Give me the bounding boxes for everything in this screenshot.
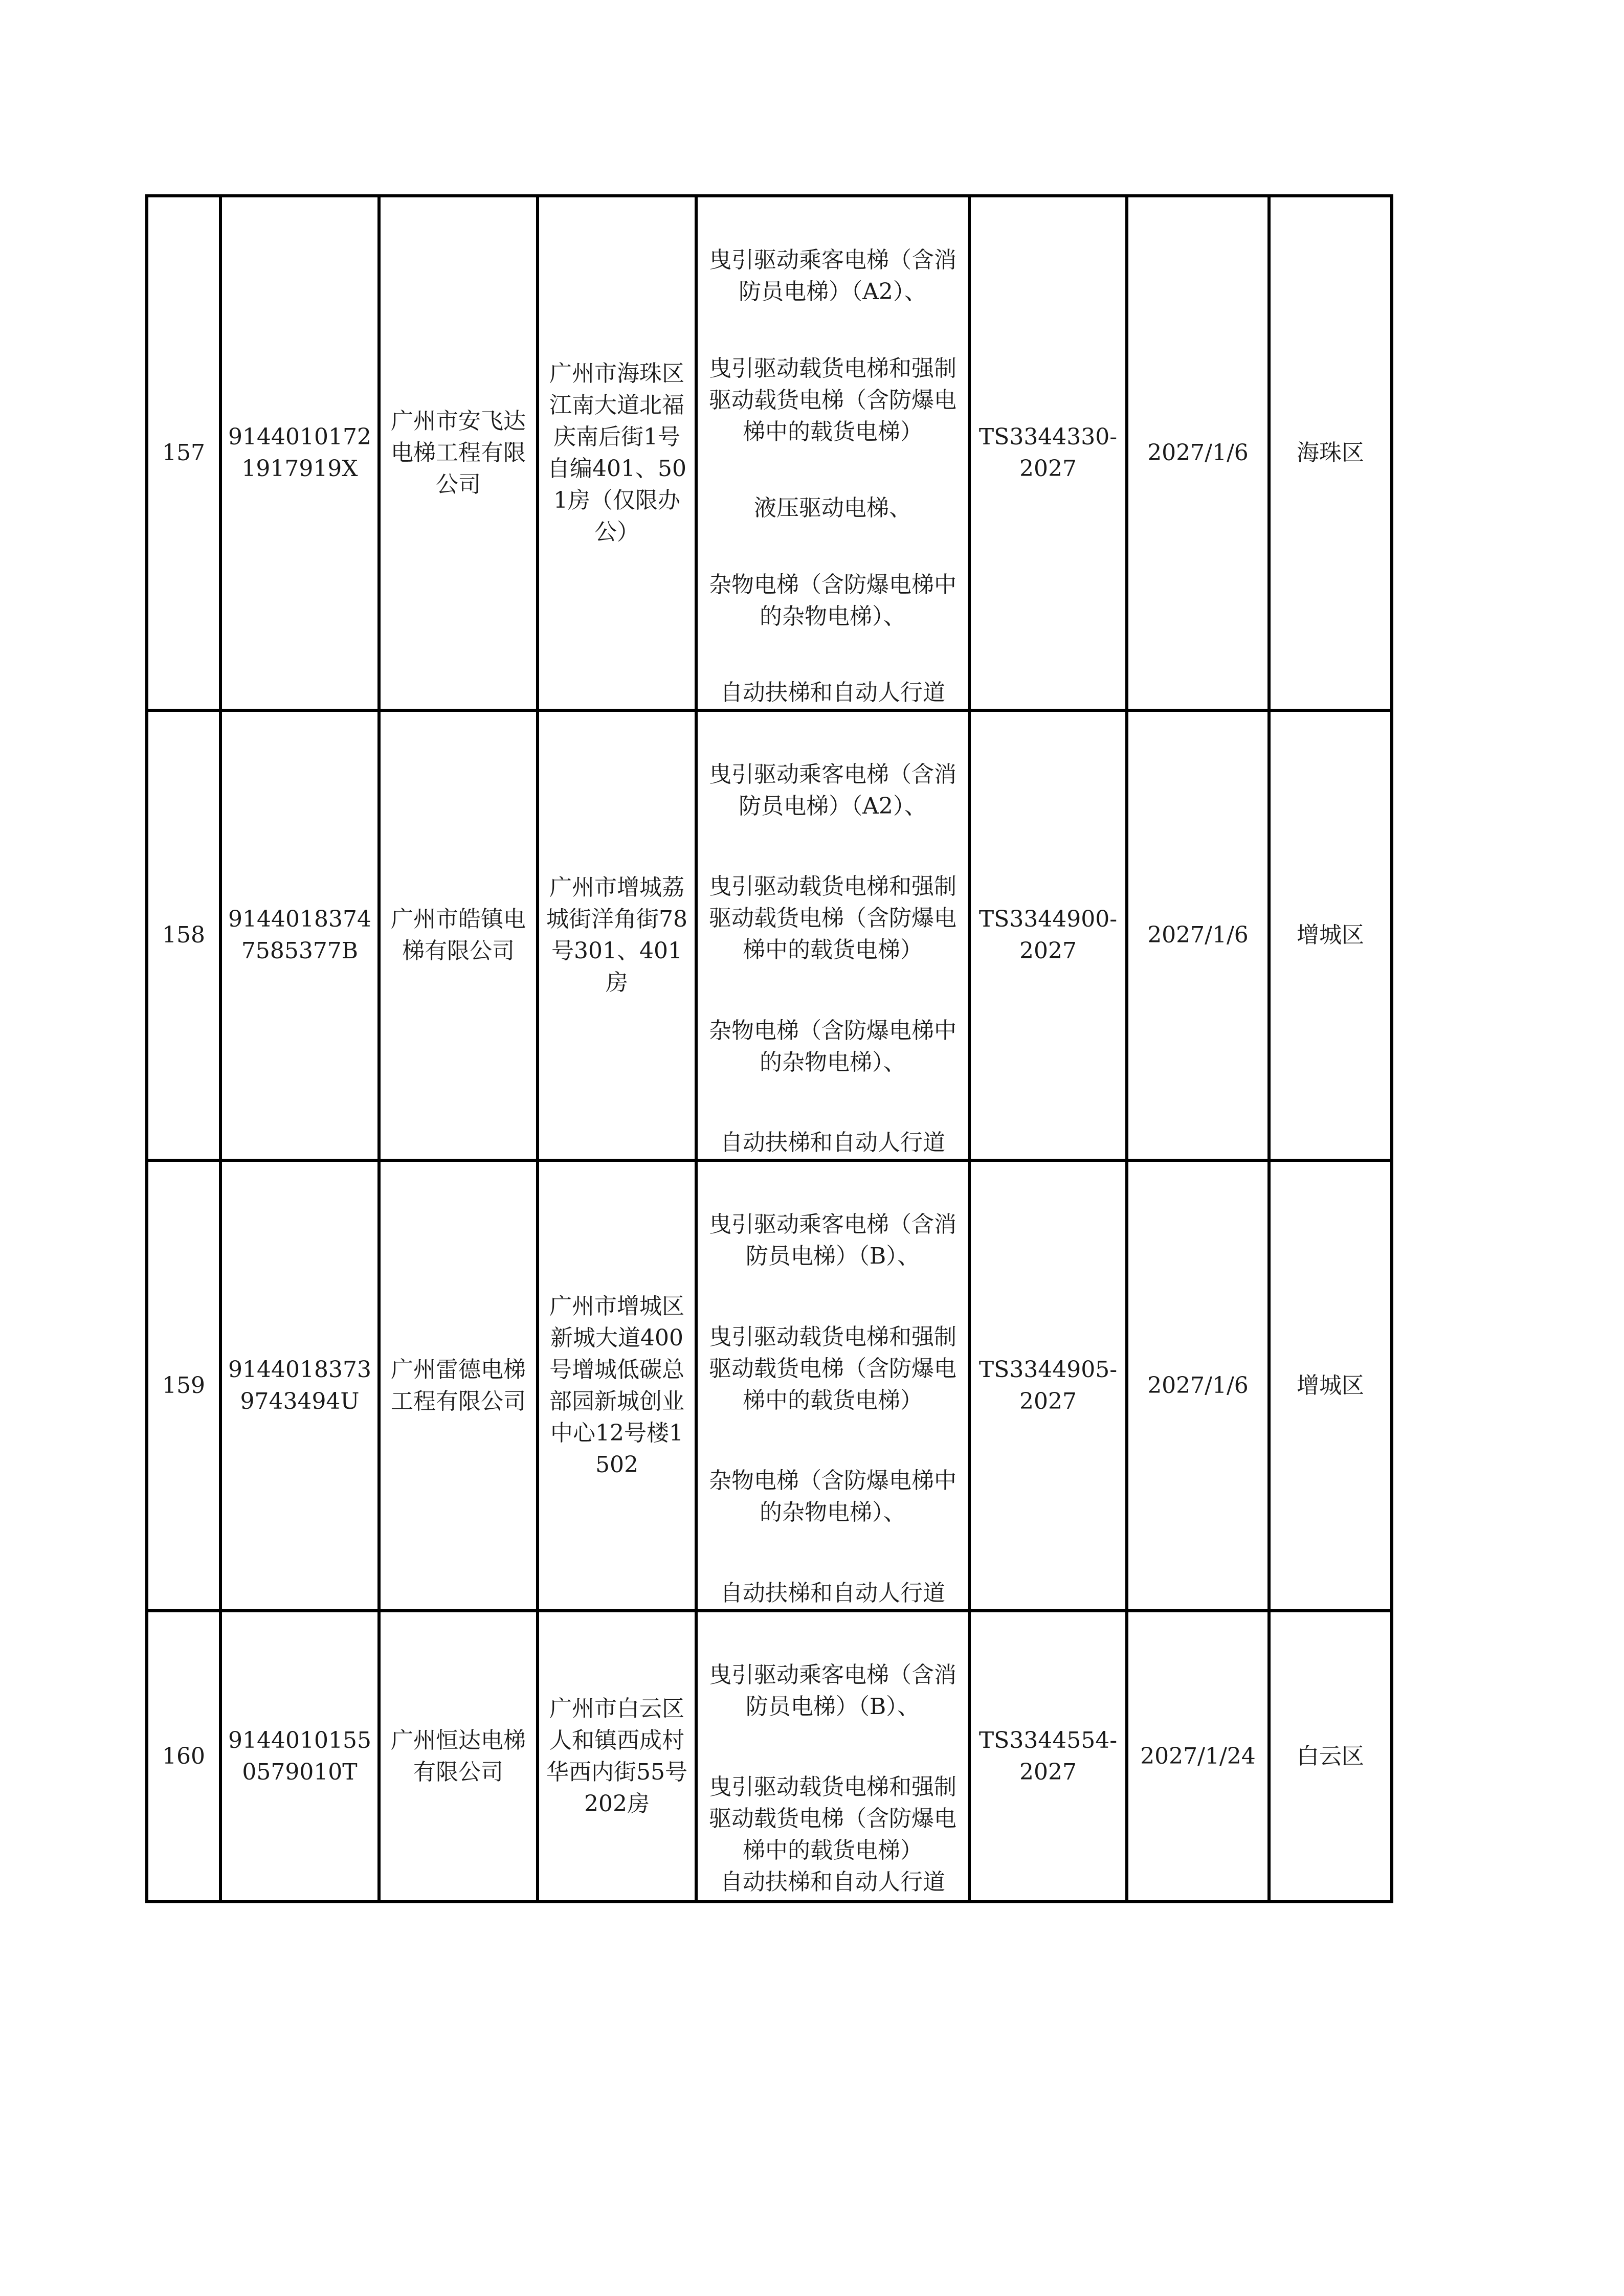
address-cell: 广州市增城荔城街洋角街78号301、401房 [538,710,696,1160]
company-name-cell: 广州市安飞达电梯工程有限公司 [379,196,538,710]
company-name-cell: 广州市皓镇电梯有限公司 [379,710,538,1160]
license-category-item: 自动扶梯和自动人行道 [720,680,945,706]
table-body [147,196,1392,1902]
license-category-item: 杂物电梯（含防爆电梯中的杂物电梯）、 [709,1017,956,1075]
address-cell: 广州市白云区人和镇西成村华西内街55号202房 [538,1611,696,1902]
license-category-item: 曳引驱动乘客电梯（含消防员电梯）（B）、 [709,1662,956,1720]
license-category-item: 曳引驱动载货电梯和强制驱动载货电梯（含防爆电梯中的载货电梯） [709,355,956,445]
license-category-item: 曳引驱动乘客电梯（含消防员电梯）（A2）、 [709,247,956,305]
license-category-item: 自动扶梯和自动人行道 [720,1129,945,1156]
table-row [147,1611,1392,1902]
row-index: 159 [147,1160,220,1611]
district-cell: 增城区 [1269,1160,1392,1611]
license-category-item: 曳引驱动载货电梯和强制驱动载货电梯（含防爆电梯中的载货电梯） [709,1774,956,1863]
company-name-cell: 广州雷德电梯工程有限公司 [379,1160,538,1611]
table-row [147,710,1392,1160]
address-cell: 广州市增城区新城大道400号增城低碳总部园新城创业中心12号楼1502 [538,1160,696,1611]
table-row [147,1160,1392,1611]
address-cell: 广州市海珠区江南大道北福庆南后街1号自编401、501房（仅限办公） [538,196,696,710]
license-category-list [705,1612,961,1900]
license-number-cell: TS3344905-2027 [969,1160,1127,1611]
license-categories-cell [696,196,969,710]
license-category-item: 液压驱动电梯、 [754,495,911,521]
expiry-date-cell: 2027/1/6 [1127,196,1269,710]
expiry-date-cell: 2027/1/24 [1127,1611,1269,1902]
license-number-cell: TS3344554-2027 [969,1611,1127,1902]
expiry-date-cell: 2027/1/6 [1127,1160,1269,1611]
district-cell: 增城区 [1269,710,1392,1160]
row-index: 160 [147,1611,220,1902]
license-category-list [705,197,961,709]
license-number-cell: TS3344330-2027 [969,196,1127,710]
row-index: 158 [147,710,220,1160]
table-row [147,196,1392,710]
license-category-list [705,712,961,1159]
license-category-item: 自动扶梯和自动人行道 [720,1580,945,1606]
license-categories-cell [696,1160,969,1611]
district-cell: 海珠区 [1269,196,1392,710]
credit-code-cell: 91440101550579010T [220,1611,379,1902]
license-category-item: 杂物电梯（含防爆电梯中的杂物电梯）、 [709,1468,956,1526]
license-number-cell: TS3344900-2027 [969,710,1127,1160]
row-index: 157 [147,196,220,710]
license-category-item: 杂物电梯（含防爆电梯中的杂物电梯）、 [709,571,956,629]
credit-code-cell: 91440183739743494U [220,1160,379,1611]
license-categories-cell [696,710,969,1160]
license-category-item: 曳引驱动乘客电梯（含消防员电梯）（B）、 [709,1211,956,1269]
license-category-list [705,1162,961,1609]
company-name-cell: 广州恒达电梯有限公司 [379,1611,538,1902]
license-categories-cell [696,1611,969,1902]
credit-code-cell: 91440101721917919X [220,196,379,710]
district-cell: 白云区 [1269,1611,1392,1902]
license-category-item: 曳引驱动乘客电梯（含消防员电梯）（A2）、 [709,761,956,819]
credit-code-cell: 91440183747585377B [220,710,379,1160]
license-table [145,194,1393,1903]
license-category-item: 曳引驱动载货电梯和强制驱动载货电梯（含防爆电梯中的载货电梯） [709,1323,956,1413]
license-category-item: 曳引驱动载货电梯和强制驱动载货电梯（含防爆电梯中的载货电梯） [709,873,956,963]
expiry-date-cell: 2027/1/6 [1127,710,1269,1160]
license-category-item: 自动扶梯和自动人行道 [720,1869,945,1895]
